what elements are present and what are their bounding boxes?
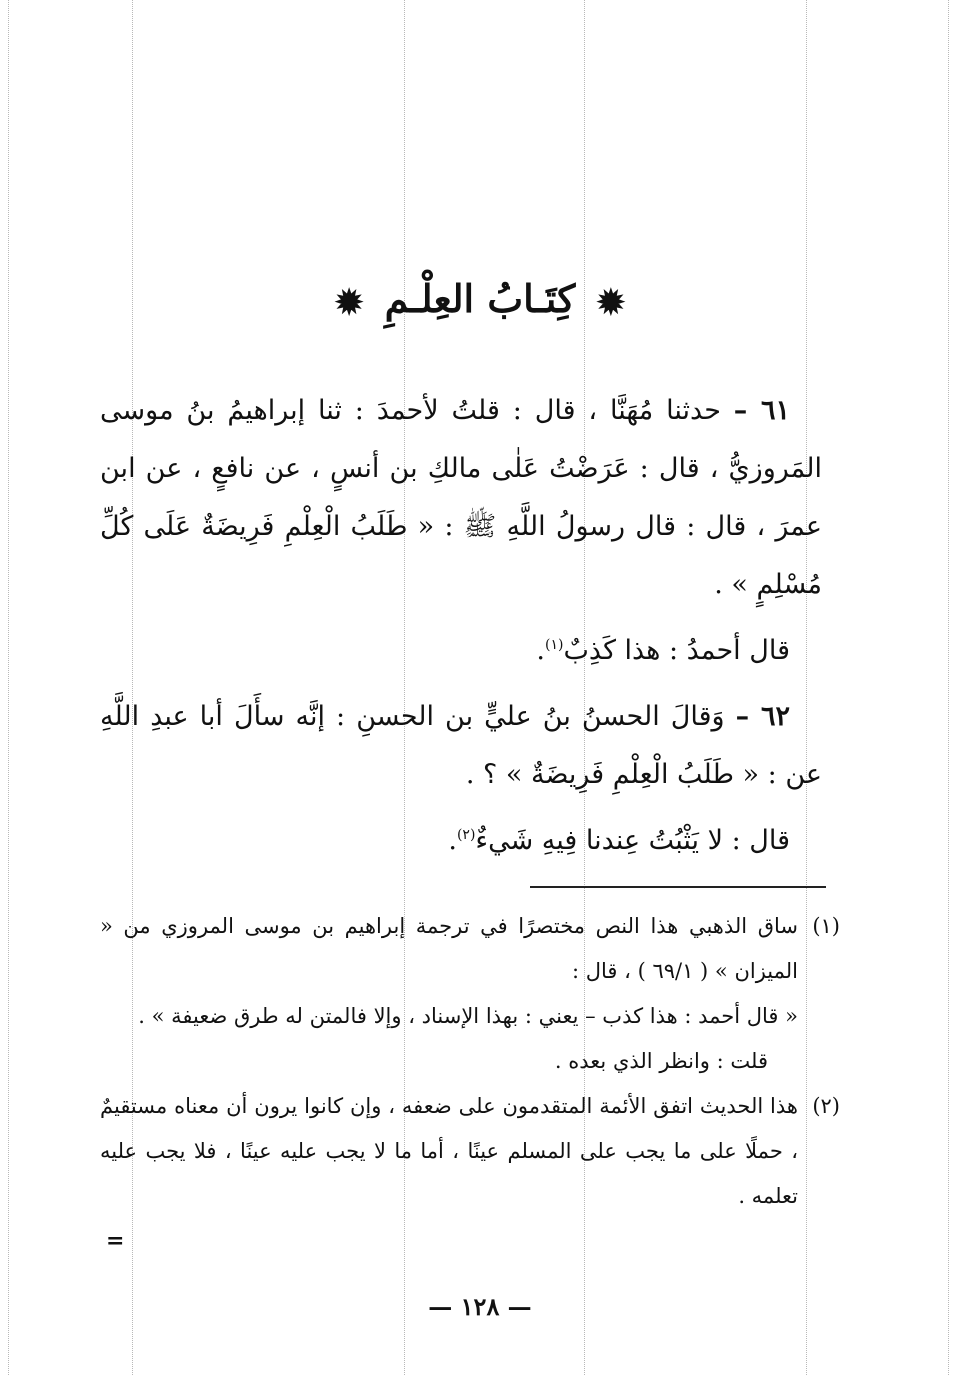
- footnote-divider: [530, 886, 826, 888]
- star-ornament-icon: ✹: [596, 282, 626, 323]
- scan-guide-line: [948, 0, 949, 1375]
- main-text: [100, 382, 822, 870]
- ruling-text: قال أحمدُ : هذا كَذِبٌ: [563, 635, 790, 666]
- page-number: — ١٢٨ —: [428, 1292, 532, 1321]
- footnote-paragraph: هذا الحديث اتفق الأئمة المتقدمون على ضعفه ، وإن كانوا يرون أن معناه مستقيمٌ ، حملًا على ما يجب على المسلم عينًا ، أما ما لا يجب عليه عينًا ، فلا يجب عليه تعلمه .: [100, 1094, 798, 1208]
- scan-guide-line: [8, 0, 9, 1375]
- ahmad-ruling: [100, 622, 822, 680]
- chapter-title-text: كِتَـابُ العِلْـمِ: [384, 276, 576, 321]
- ruling-end: .: [536, 635, 546, 666]
- chapter-title: [250, 272, 710, 330]
- answer-end: .: [448, 825, 457, 856]
- footnote-ref: (١): [545, 637, 564, 653]
- hadith-text: وَقالَ الحسنُ بنُ عليٍّ بن الحسنِ : إنَّه سأَلَ أبا عبدِ اللَّهِ عن : « طَلَبُ الْعِلْمِ فَرِيضَةٌ » ؟ .: [100, 701, 822, 790]
- footnote-ref: (٢): [456, 827, 476, 843]
- footnote-body: [100, 1084, 798, 1219]
- hadith-text: حدثنا مُهَنَّا ، قال : قلتُ لأحمدَ : ثنا إبراهيمُ بنُ موسى المَروزيُّ ، قال : عَرَضْتُ عَلٰى مالكِ بن أنسٍ ، عن نافعٍ ، عن ابن عمرَ ، قال : قال رسولُ اللَّهِ ﷺ : « طَلَبُ الْعِلْمِ فَرِيضَةٌ عَلَى كُلِّ مُسْلِمٍ » .: [100, 395, 822, 600]
- footnote-mark: (١): [812, 914, 840, 938]
- footnote-mark: (٢): [812, 1094, 840, 1118]
- footnote-1: [100, 904, 840, 1084]
- continuation-mark: =: [106, 1228, 125, 1254]
- footnote-paragraph: قلت : وانظر الذي بعده .: [554, 1049, 768, 1073]
- hadith-61: [100, 382, 822, 614]
- hadith-number: ٦١ –: [733, 395, 790, 426]
- footnotes: [100, 904, 840, 1219]
- hadith-number: ٦٢ –: [735, 701, 790, 732]
- answer-text: قال : لا يَثْبُتُ عِندنا فِيهِ شَيءٌ: [475, 825, 790, 856]
- star-ornament-icon: ✹: [334, 282, 364, 323]
- footnote-body: [100, 904, 798, 1084]
- footnote-2: [100, 1084, 840, 1219]
- footnote-paragraph: ساق الذهبي هذا النص مختصرًا في ترجمة إبراهيم بن موسى المروزي من « الميزان » ( ٦٩/١ ) ، قال :: [100, 914, 798, 983]
- answer: [100, 812, 822, 870]
- hadith-62: [100, 688, 822, 804]
- footnote-paragraph: « قال أحمد : هذا كذب – يعني : بهذا الإسناد ، وإلا فالمتن له طرق ضعيفة » .: [138, 1004, 798, 1028]
